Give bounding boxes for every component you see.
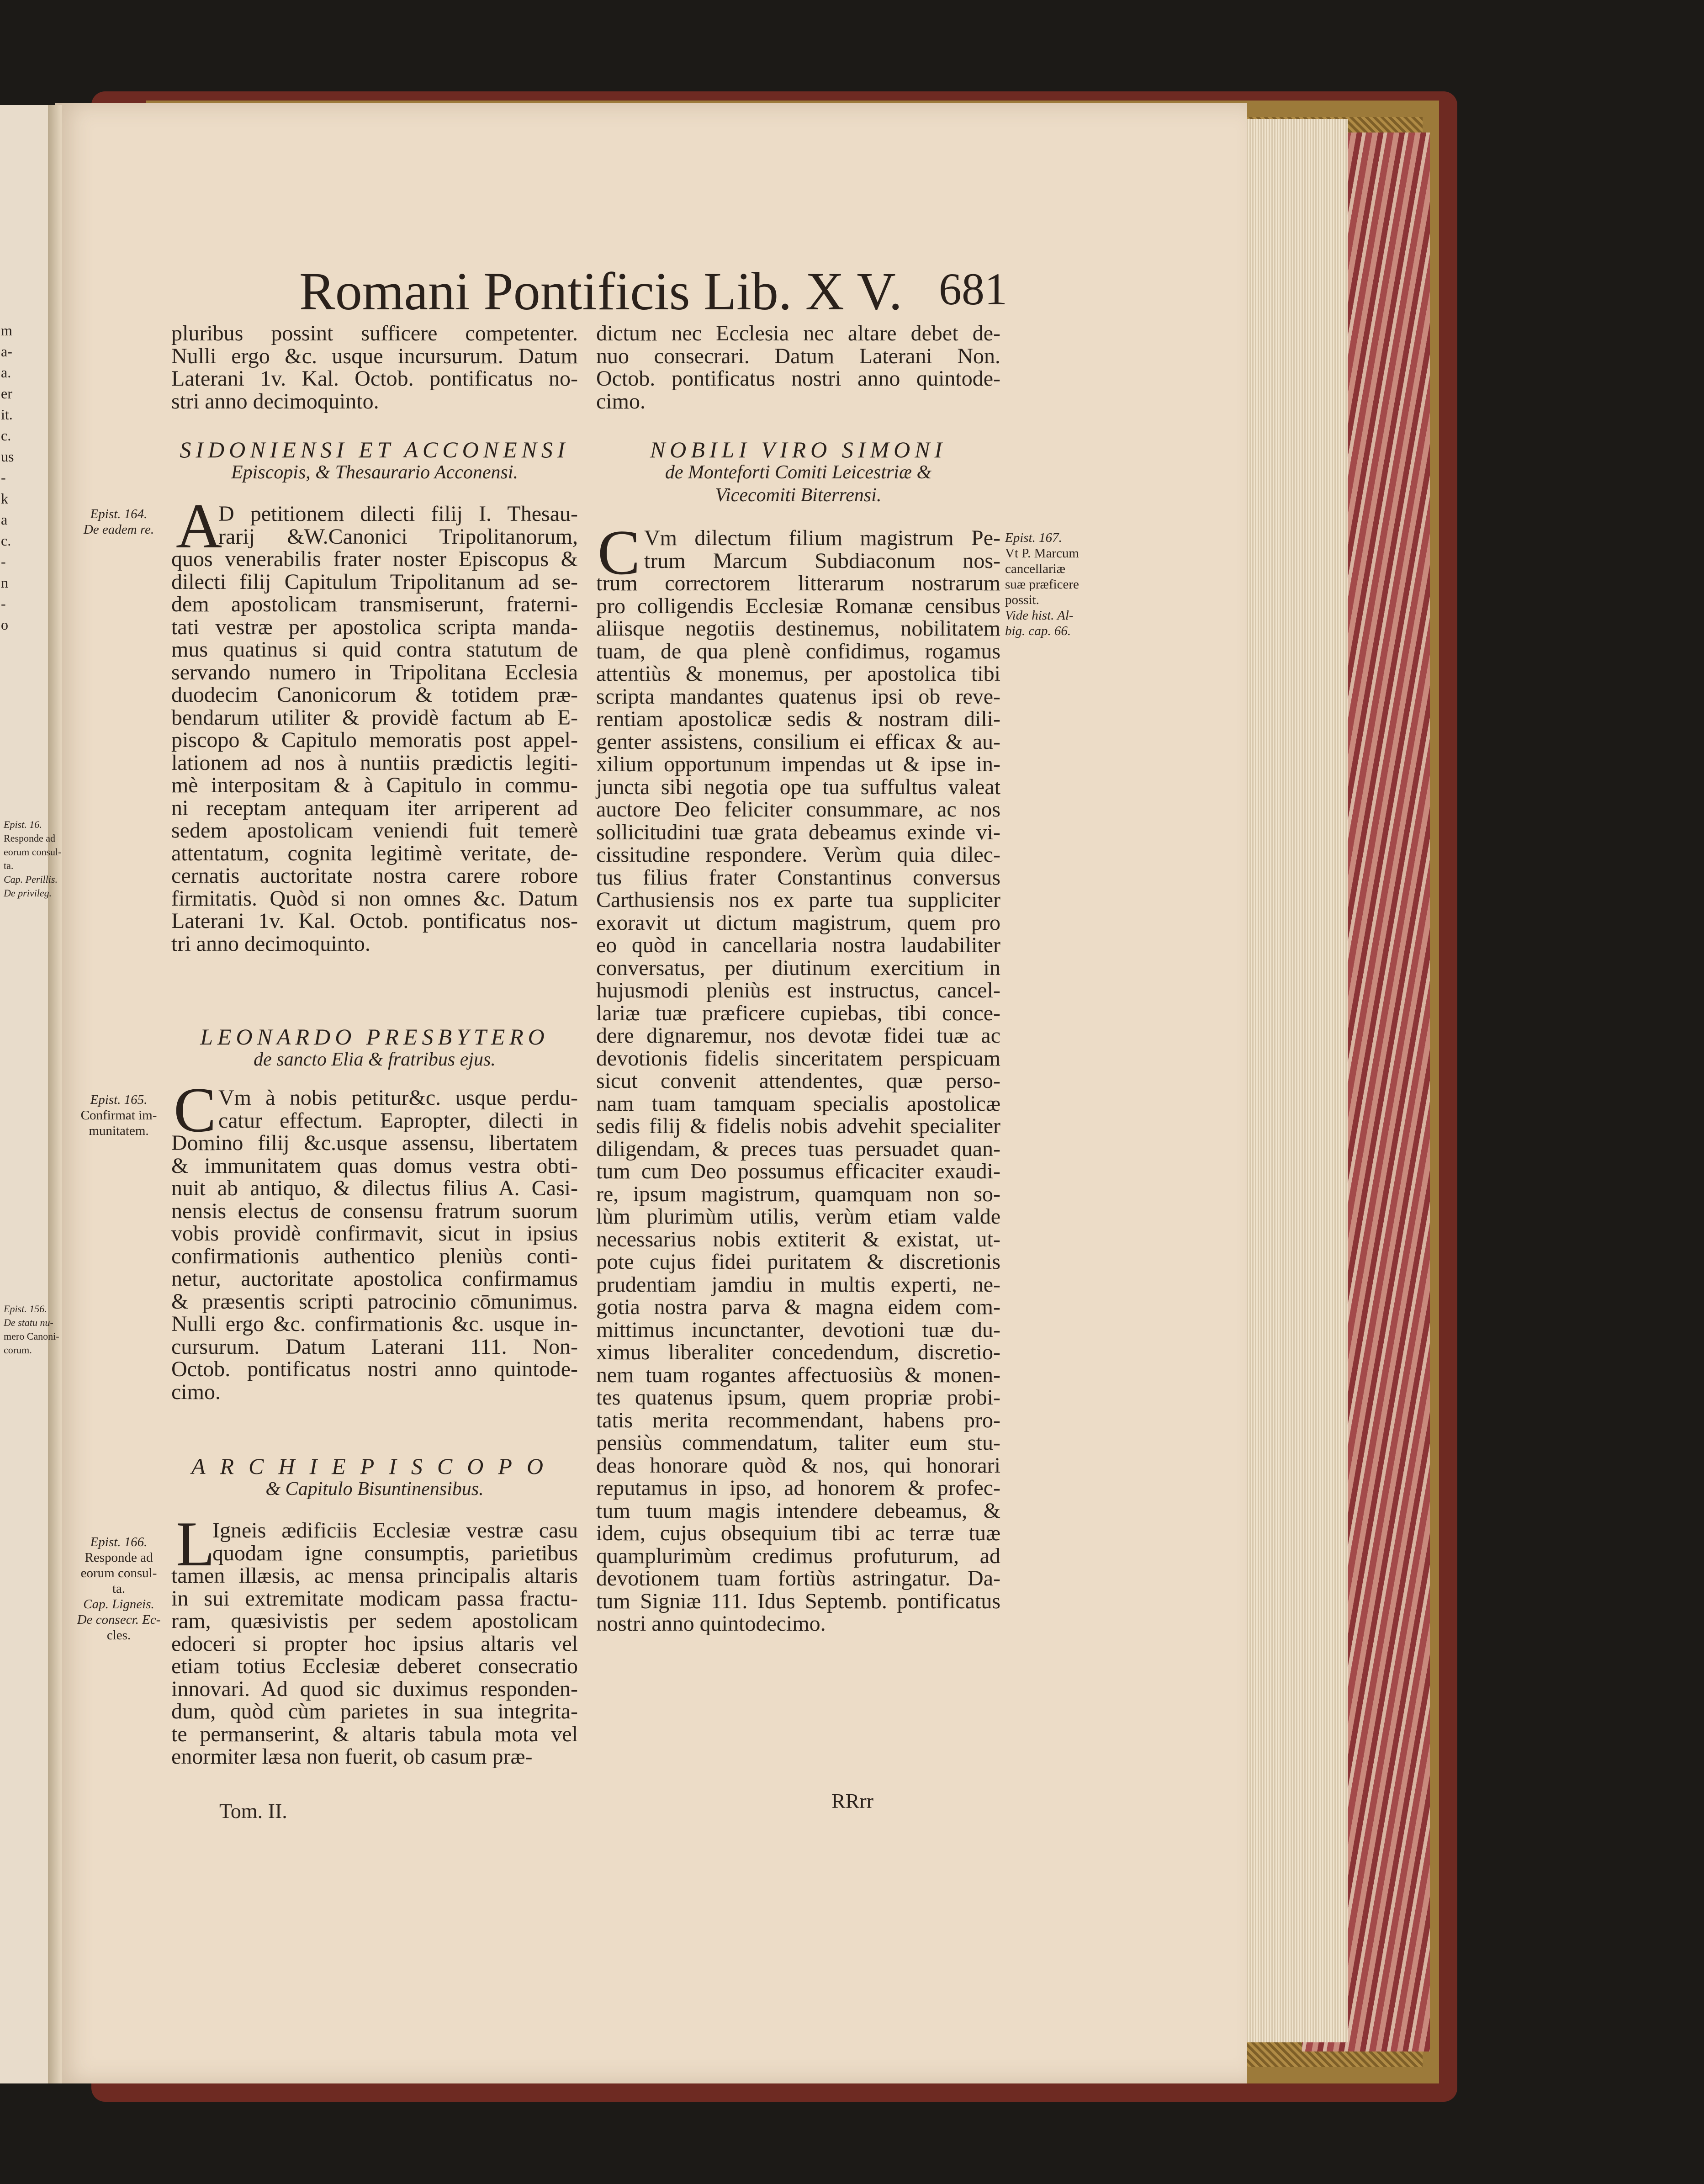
text-line: sollicitudini tuæ grata debeamus exinde vi-: [596, 820, 1000, 844]
text-line: quos venerabilis frater noster Episcopus &: [171, 547, 578, 571]
text-line: idem, cujus obsequium tibi ac terræ tuæ: [596, 1521, 1000, 1545]
margin-note-line: munitatem.: [89, 1124, 149, 1138]
text-line: cursurum. Datum Laterani 111. Non-: [171, 1334, 578, 1359]
text-line: quodam igne consumptis, parietibus: [212, 1541, 578, 1565]
dropcap-c-simoni: C: [598, 517, 640, 588]
left-page-char: a-: [1, 343, 12, 360]
running-head-title: Romani Pontificis Lib. X V.: [299, 261, 902, 321]
text-line: gotia nostra parva & magna eidem com-: [596, 1295, 1000, 1319]
text-line: cissitudine respondere. Verùm quia dilec-: [596, 843, 1000, 867]
left-page-char: c.: [1, 427, 11, 444]
text-line: tes quatenus ipsum, quem propriæ probi-: [596, 1385, 1000, 1410]
text-line: devotionis fidelis sinceritatem perspicuam: [596, 1046, 1000, 1071]
margin-note-line: Vt P. Marcum: [1005, 546, 1079, 561]
text-line: Nulli ergo &c. confirmationis &c. usque in-: [171, 1312, 578, 1336]
section-heading-simoni: NOBILI VIRO SIMONI: [650, 437, 947, 462]
text-line: netur, auctoritate apostolica confirmamus: [171, 1267, 578, 1291]
text-line: prudentiam jamdiu in multis experti, ne-: [596, 1272, 1000, 1297]
text-line: Carthusiensis nos ex parte tua suppliciter: [596, 888, 1000, 912]
left-page-char: er: [1, 385, 12, 402]
margin-note-line: Epist. 164.: [90, 507, 148, 521]
text-line: Laterani 1v. Kal. Octob. pontificatus nos-: [171, 909, 578, 933]
section-subheading-simoni-2: Vicecomiti Biterrensi.: [715, 485, 882, 506]
text-line: cimo.: [596, 389, 646, 413]
text-line: Domino filij &c.usque assensu, libertatem: [171, 1131, 578, 1155]
text-line: & præsentis scripti patrocinio cōmunimus.: [171, 1289, 578, 1314]
margin-note-164: [73, 506, 164, 537]
text-line: hujusmodi pleniùs est instructus, cancel-: [596, 978, 1000, 1002]
text-line: pluribus possint sufficere competenter.: [171, 321, 578, 345]
margin-note-line: corum.: [4, 1344, 32, 1356]
margin-note-line: ta.: [4, 860, 14, 871]
text-line: innovari. Ad quod sic duximus responden-: [171, 1676, 578, 1701]
text-line: bendarum utiliter & providè factum ab E-: [171, 705, 578, 730]
text-line: rentiam apostolicæ sedis & nostram dili-: [596, 707, 1000, 731]
text-line: rarij &W.Canonici Tripolitanorum,: [218, 524, 578, 549]
text-line: auctore Deo feliciter consummare, ac nos: [596, 797, 1000, 822]
margin-note-line: eorum consul-: [80, 1566, 157, 1580]
page-number: 681: [939, 264, 1007, 314]
text-line: duodecim Canonicorum & totidem præ-: [171, 683, 578, 707]
left-page-fragments: [1, 320, 42, 635]
text-line: Octob. pontificatus nostri anno quintode-: [171, 1357, 578, 1381]
section-heading-leonardo: LEONARDO PRESBYTERO: [200, 1024, 549, 1050]
text-line: dum, quòd cùm parietes in sua integrita-: [171, 1699, 578, 1723]
volume-indicator: Tom. II.: [219, 1799, 287, 1823]
text-line: ni receptam antequam iter arriperent ad: [171, 795, 578, 820]
dropcap-l: L: [176, 1509, 215, 1580]
text-line: confirmationis authentico pleniùs conti-: [171, 1244, 578, 1268]
margin-note-line: Epist. 167.: [1005, 530, 1062, 545]
text-line: nuit ab antiquo, & dilectus filius A. Casi-: [171, 1176, 578, 1200]
text-line: sedis filij & fidelis nobis advehit specialiter: [596, 1114, 1000, 1138]
margin-note-line: De privileg.: [4, 887, 52, 899]
text-line: te permanserint, & altaris tabula mota vel: [171, 1722, 578, 1746]
text-line: catur effectum. Eapropter, dilecti in: [218, 1108, 578, 1133]
margin-note-line: Responde ad: [4, 832, 56, 844]
margin-note-line: Vide hist. Al-: [1005, 608, 1074, 623]
text-line: pote cujus fidei puritatem & discretionis: [596, 1250, 1000, 1274]
text-line: tum tuum magis intendere debeamus, &: [596, 1498, 1000, 1523]
text-line: & immunitatem quas domus vestra obti-: [171, 1153, 578, 1178]
text-line: firmitatis. Quòd si non omnes &c. Datum: [171, 886, 578, 911]
section-subheading-leonardo: de sancto Elia & fratribus ejus.: [254, 1049, 496, 1070]
text-line: necessarius nobis extiterit & existat, ut-: [596, 1227, 1000, 1251]
text-line: tum cum Deo possumus efficaciter exaudi-: [596, 1159, 1000, 1183]
text-line: tamen illæsis, ac mensa principalis altaris: [171, 1564, 578, 1588]
section-subheading-sidoniensi: Episcopis, & Thesaurario Acconensi.: [231, 462, 519, 483]
margin-note-line: possit.: [1005, 593, 1039, 607]
text-line: dictum nec Ecclesia nec altare debet de-: [596, 321, 1000, 345]
text-line: attentatum, cognita legitimè veritate, de-: [171, 841, 578, 865]
text-line: tatis merita recommendant, habens pro-: [596, 1408, 1000, 1432]
text-line: lùm plurimùm utilis, verùm etiam valde: [596, 1204, 1000, 1229]
text-line: pro colligendis Ecclesiæ Romanæ censibus: [596, 594, 1000, 618]
margin-note-line: suæ præficere: [1005, 577, 1079, 592]
left-page-char: -: [1, 469, 6, 486]
text-line: nensis electus de consensu fratrum suorum: [171, 1198, 578, 1223]
page-fore-edge: [1243, 119, 1348, 2042]
margin-note-line: Epist. 166.: [90, 1535, 148, 1549]
text-line: conversatus, per diutinum exercitium in: [596, 955, 1000, 980]
right-col-top: [596, 322, 1000, 413]
text-line: nostri anno quintodecimo.: [596, 1611, 826, 1636]
text-line: Octob. pontificatus nostri anno quintode-: [596, 366, 1000, 391]
sec3-first-lines: [212, 1519, 578, 1564]
margin-note-line: Confirmat im-: [80, 1108, 157, 1123]
text-line: ram, quæsivistis per sedem apostolicam: [171, 1609, 578, 1633]
text-line: devotionem tuam fortiùs astringatur. Da-: [596, 1566, 1000, 1590]
text-line: re, ipsum magistrum, quamquam non so-: [596, 1182, 1000, 1206]
text-line: servando numero in Tripolitana Ecclesia: [171, 660, 578, 684]
text-line: enormiter læsa non fuerit, ob casum præ-: [171, 1744, 533, 1769]
margin-note-line: cles.: [106, 1628, 131, 1643]
margin-note-line: Cap. Ligneis.: [83, 1597, 154, 1611]
text-line: scripta mandantes quatenus ipsi ob reve-: [596, 684, 1000, 709]
left-col-top: [171, 322, 578, 413]
left-page-char: a: [1, 511, 8, 528]
text-line: nam tuam tamquam specialis apostolicæ: [596, 1091, 1000, 1116]
text-line: lariæ tuæ præficere cupiebas, tibi conce-: [596, 1001, 1000, 1025]
left-page-char: us: [1, 448, 14, 465]
margin-note-line: Epist. 165.: [90, 1092, 148, 1107]
sec3-body: [171, 1564, 578, 1768]
text-line: etiam totius Ecclesiæ deberet consecratio: [171, 1654, 578, 1678]
margin-note-line: big. cap. 66.: [1005, 624, 1071, 638]
sec1-body: [171, 548, 578, 955]
dropcap-a: A: [176, 491, 222, 562]
text-line: nem tuam rogantes affectuosiùs & monen-: [596, 1362, 1000, 1387]
left-page-char: it.: [1, 406, 13, 423]
text-line: juncta sibi negotia ope tua suffultus valeat: [596, 774, 1000, 799]
text-line: mè interpositam & à Capitulo in commu-: [171, 773, 578, 797]
text-line: Nulli ergo &c. usque incursurum. Datum: [171, 344, 578, 368]
text-line: trum correctorem litterarum nostrarum: [596, 571, 1000, 595]
text-line: vobis providè confirmavit, sicut in ipsius: [171, 1221, 578, 1246]
text-line: Vm à nobis petitur&c. usque perdu-: [218, 1086, 578, 1110]
margin-note-line: cancellariæ: [1005, 562, 1066, 576]
gutter-shadow: [48, 105, 62, 2083]
text-line: D petitionem dilecti filij I. Thesau-: [218, 502, 578, 526]
margin-note-167: [1005, 530, 1119, 639]
text-line: genter assistens, consilium ei efficax & au-: [596, 729, 1000, 754]
text-line: lationem ad nos à nuntiis prædictis legiti-: [171, 750, 578, 775]
text-line: tri anno decimoquinto.: [171, 931, 370, 956]
text-line: stri anno decimoquinto.: [171, 389, 379, 413]
text-line: tati vestræ per apostolica scripta manda-: [171, 615, 578, 639]
text-line: in sui extremitate modicam passa fractu-: [171, 1586, 578, 1611]
text-line: dem apostolicam transmiserunt, fraterni-: [171, 592, 578, 616]
text-line: sicut convenit attendentes, quæ perso-: [596, 1069, 1000, 1093]
section-subheading-simoni-1: de Monteforti Comiti Leicestriæ &: [665, 462, 932, 483]
text-line: Laterani 1v. Kal. Octob. pontificatus no-: [171, 366, 578, 391]
sec1-first-lines: [218, 503, 578, 548]
left-page-char: m: [1, 322, 12, 339]
text-line: xilium opportunum impendas ut & ipse in-: [596, 752, 1000, 776]
margin-note-line: eorum consul-: [4, 846, 62, 858]
left-page-char: c.: [1, 532, 11, 549]
text-line: cimo.: [171, 1379, 221, 1404]
text-line: dere dignaremur, nos devotæ fidei tuæ ac: [596, 1023, 1000, 1048]
text-line: pensiùs commendatum, taliter eum stu-: [596, 1431, 1000, 1455]
dropcap-c-leonardo: C: [174, 1075, 217, 1145]
sec4-body: [596, 572, 1000, 1635]
left-page-char: -: [1, 553, 6, 570]
sec2-body: [171, 1132, 578, 1403]
sec4-first-lines: [644, 527, 1000, 572]
text-line: piscopo & Capitulo memoratis post appel-: [171, 728, 578, 752]
text-line: exoravit ut dictum magistrum, quem pro: [596, 910, 1000, 935]
text-line: tus filius frater Constantinus conversus: [596, 865, 1000, 890]
margin-note-166: [73, 1534, 164, 1643]
text-line: mittimus incunctanter, devotioni tuæ du-: [596, 1317, 1000, 1342]
margin-note-line: Cap. Perillis.: [4, 874, 58, 885]
margin-note-line: De statu nu-: [4, 1317, 53, 1328]
section-heading-sidoniensi: SIDONIENSI ET ACCONENSI: [180, 437, 570, 462]
left-page-char: a.: [1, 364, 11, 381]
text-line: tuam, de qua plenè confidimus, rogamus: [596, 639, 1000, 663]
left-page-note-b: [4, 1302, 59, 1357]
text-line: quamplurimùm credimus profuturum, ad: [596, 1543, 1000, 1568]
text-line: aliisque negotiis destinemus, nobilitatem: [596, 616, 1000, 641]
sec2-first-lines: [218, 1087, 578, 1132]
left-page-char: -: [1, 595, 6, 612]
text-line: eo quòd in cancellaria nostra laudabiliter: [596, 933, 1000, 957]
text-line: Igneis ædificiis Ecclesiæ vestræ casu: [212, 1518, 578, 1543]
left-page-char: o: [1, 616, 8, 633]
text-line: tum Signiæ 111. Idus Septemb. pontificatus: [596, 1589, 1000, 1613]
text-line: Vm dilectum filium magistrum Pe-: [644, 526, 1000, 550]
left-page-char: k: [1, 490, 8, 507]
left-page-char: n: [1, 574, 8, 591]
section-heading-archiepiscopo: ARCHIEPISCOPO: [191, 1453, 558, 1479]
text-line: sedem apostolicam veniendi fuit temerè: [171, 818, 578, 843]
quire-signature: RRrr: [831, 1789, 873, 1813]
margin-note-line: mero Canoni-: [4, 1331, 59, 1342]
text-line: dilecti filij Capitulum Tripolitanum ad se-: [171, 569, 578, 594]
text-line: edoceri si propter hoc ipsius altaris vel: [171, 1631, 578, 1656]
text-line: reputamus in ipso, ad honorem & profec-: [596, 1476, 1000, 1500]
text-line: deas honorare quòd & nos, qui honorari: [596, 1453, 1000, 1478]
text-line: diligendam, & preces tuas persuadet quan-: [596, 1136, 1000, 1161]
margin-note-line: Epist. 156.: [4, 1303, 47, 1315]
margin-note-line: De consecr. Ec-: [77, 1612, 161, 1627]
margin-note-line: Responde ad: [85, 1550, 153, 1565]
text-line: trum Marcum Subdiaconum nos-: [644, 548, 1000, 573]
left-page-note-a: [4, 818, 61, 900]
text-line: attentiùs & monemus, per apostolica tibi: [596, 662, 1000, 686]
section-subheading-archiepiscopo: & Capitulo Bisuntinensibus.: [265, 1479, 484, 1500]
margin-note-165: [73, 1092, 164, 1139]
margin-note-line: ta.: [112, 1581, 126, 1596]
margin-note-line: De eadem re.: [83, 522, 154, 537]
text-line: ximus liberaliter concedendum, discretio-: [596, 1340, 1000, 1364]
text-line: mus quatinus si quid contra statutum de: [171, 637, 578, 662]
text-line: nuo consecrari. Datum Laterani Non.: [596, 344, 1000, 368]
text-line: cernatis auctoritate nostra carere robore: [171, 864, 578, 888]
margin-note-line: Epist. 16.: [4, 819, 42, 830]
